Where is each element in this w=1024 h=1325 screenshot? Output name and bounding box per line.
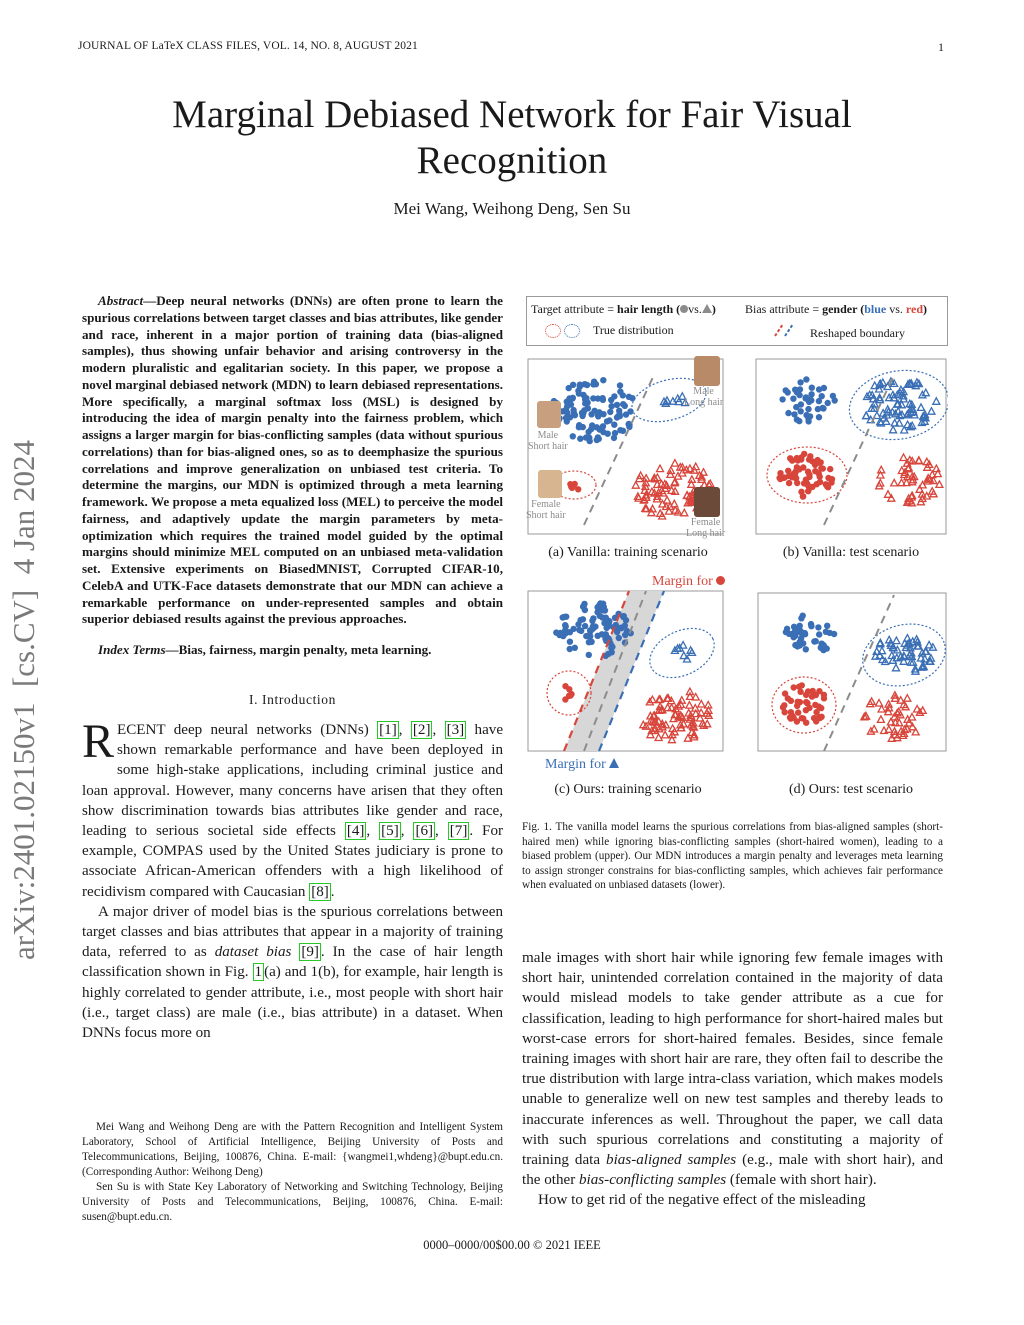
scatter-point	[825, 400, 831, 406]
scatter-point	[816, 688, 822, 694]
scatter-point	[802, 630, 808, 636]
citation-link[interactable]: [5]	[381, 823, 399, 840]
scatter-point	[787, 455, 793, 461]
scatter-point	[601, 604, 607, 610]
right-paragraph-2: How to get rid of the negative effect of the misleading	[538, 1192, 866, 1209]
figure-legend	[526, 296, 948, 346]
abstract-label: Abstract	[98, 293, 144, 308]
legend-text: Target attribute =	[531, 302, 618, 316]
scatter-point	[599, 395, 605, 401]
abstract	[82, 293, 503, 628]
index-terms-text: Bias, fairness, margin penalty, meta learning.	[178, 642, 432, 657]
abstract-text: Deep neural networks (DNNs) are often prone to learn the spurious correlations between target classes and bias attributes, like gender and race, inherent in a major portion of training data (bias-aligned samples), thus showing unfair behavior and arising controversy in the modern pluralistic and egalitarian society. In this paper, we propose a novel marginal debiased network (MDN) to learn debiased representations. More specifically, a marginal softmax loss (MSL) is designed by introducing the idea of margin penalty into the fairness problem, which assigns a larger margin for bias-conflicting samples (data without spurious correlations) than for bias-aligned ones, so as to deemphasize the spurious correlations and improve generalization on unbiased test criteria. To determine the margins, our MDN is optimized through a meta learning framework. We propose a meta equalized loss (MEL) to perceive the model fairness, and adaptively update the margin parameters by meta-optimization which requires the trained model guided by the optimal margins should minimize MEL computed on an unbiased meta-validation set. Extensive experiments on BiasedMNIST, Corrupted CIFAR-10, CelebA and UTK-Face datasets demonstrate that our MDN can achieve a remarkable performance on under-represented samples and obtain superior debiased results against the previous approaches.	[82, 293, 503, 627]
citation-link[interactable]: [8]	[311, 883, 329, 900]
citation-link[interactable]: [1]	[379, 722, 397, 738]
scatter-point	[563, 407, 569, 413]
scatter-point	[586, 652, 592, 658]
scatter-point	[622, 632, 628, 638]
scatter-point	[785, 468, 791, 474]
scatter-point	[567, 629, 573, 635]
scatter-point	[609, 643, 615, 649]
scatter-point	[786, 480, 792, 486]
scatter-point	[623, 411, 629, 417]
subcaption-b: (b) Vanilla: test scenario	[782, 545, 920, 560]
ellipse-blue-icon	[564, 324, 580, 338]
ellipse-red-icon	[545, 324, 561, 338]
citation-link[interactable]: [4]	[346, 823, 365, 840]
scatter-point	[606, 618, 612, 624]
index-terms	[82, 642, 503, 658]
scatter-point	[616, 635, 622, 641]
scatter-point	[594, 424, 600, 430]
scatter-point	[783, 387, 789, 393]
figure-caption: Fig. 1. The vanilla model learns the spurious correlations from bias-aligned samples (short-haired men) while ignoring bias-conflicting samples (short-haired women), leading to a biased problem (upper). Our MDN introduces a margin penalty and leverages meta learning to assign stronger constrains for bias-conflicting samples, which achieves fair performance when evaluated on unbiased datasets (lower).	[522, 821, 943, 891]
scatter-point	[811, 638, 817, 644]
scatter-point	[782, 690, 788, 696]
scatter-point	[805, 406, 811, 412]
scatter-point	[825, 475, 831, 481]
scatter-point	[560, 633, 566, 639]
scatter-point	[792, 471, 798, 477]
scatter-point	[575, 486, 581, 492]
margin-label-text: Margin for	[652, 574, 713, 589]
scatter-point	[562, 696, 568, 702]
scatter-point	[607, 409, 613, 415]
scatter-point	[620, 428, 626, 434]
margin-label-text: Margin for	[545, 757, 606, 772]
avatar	[538, 470, 562, 498]
legend-true-distribution	[545, 323, 674, 338]
scatter-point	[821, 385, 827, 391]
scatter-point	[588, 639, 594, 645]
scatter-point	[575, 621, 581, 627]
intro-text: A major driver of model bias is the spurious correlations between target classes and bias attributes that appear in a majority of training data, referred to as	[82, 903, 503, 961]
scatter-point	[622, 622, 628, 628]
scatter-point	[792, 642, 798, 648]
scatter-point	[803, 692, 809, 698]
margin-blue-label	[545, 757, 619, 773]
scatter-point	[812, 702, 818, 708]
scatter-point	[581, 601, 587, 607]
scatter-point	[790, 396, 796, 402]
scatter-point	[795, 709, 801, 715]
scatter-point	[600, 411, 606, 417]
triangle-icon	[702, 304, 712, 313]
scatter-point	[620, 401, 626, 407]
scatter-point	[600, 423, 606, 429]
citation-link[interactable]: [3]	[446, 722, 465, 738]
intro-text: have shown remarkable performance and have been deployed in some high-stake applications, including criminal justice and loan approval. However, many concerns have arisen that they often show discrimination towards bias attributes like gender and race, leading to serious societal side effects	[82, 722, 504, 840]
scatter-point	[595, 434, 601, 440]
scatter-point	[798, 408, 804, 414]
index-terms-label: Index Terms	[98, 642, 166, 657]
scatter-point	[809, 484, 815, 490]
footnote	[82, 1120, 503, 1225]
scatter-point	[782, 709, 788, 715]
scatter-point	[572, 645, 578, 651]
scatter-point	[577, 436, 583, 442]
legend-bias-attribute: Bias attribute = gender (blue vs. red)	[745, 302, 927, 316]
avatar	[537, 401, 561, 428]
legend-target-attribute: Target attribute = hair length ( vs. )	[531, 302, 716, 316]
figure-panels	[524, 355, 948, 815]
circle-icon	[680, 305, 688, 313]
legend-text: Reshaped boundary	[810, 326, 905, 340]
margin-red-label	[652, 574, 725, 590]
scatter-point	[588, 426, 594, 432]
scatter-point	[806, 471, 812, 477]
scatter-point	[796, 392, 802, 398]
scatter-point	[783, 629, 789, 635]
scatter-point	[824, 645, 830, 651]
scatter-point	[813, 709, 819, 715]
emphasis-text: bias-aligned samples	[606, 1152, 737, 1169]
scatter-point	[590, 615, 596, 621]
scatter-point	[616, 411, 622, 417]
label-female-short: Female Short hair	[526, 499, 566, 521]
intro-text: (a) and 1(b), for example, hair length is highly correlated to gender attribute, i.e., most people with short hair (i.e., target class) are male (i.e., bias attribute) in a dataset. When DNNs focus more on	[82, 964, 503, 1042]
legend-text: vs.	[688, 302, 702, 316]
scatter-point	[567, 639, 573, 645]
intro-paragraph-2	[82, 902, 503, 1043]
scatter-point	[830, 393, 836, 399]
scatter-point	[804, 480, 810, 486]
scatter-point	[576, 390, 582, 396]
citation-link[interactable]: [9]	[301, 944, 319, 961]
scatter-point	[824, 623, 830, 629]
scatter-point	[816, 631, 822, 637]
scatter-point	[796, 466, 802, 472]
scatter-point	[568, 691, 574, 697]
scatter-point	[820, 405, 826, 411]
scatter-point	[588, 411, 594, 417]
avatar	[694, 487, 720, 517]
right-paragraph-1	[522, 948, 943, 1190]
scatter-point	[815, 624, 821, 630]
legend-text: Bias attribute =	[745, 302, 823, 316]
scatter-point	[600, 377, 606, 383]
legend-bold: gender	[822, 302, 858, 316]
scatter-point	[617, 382, 623, 388]
scatter-point	[576, 424, 582, 430]
label-female-long: Female Long hair	[686, 517, 726, 539]
scatter-point	[800, 493, 806, 499]
scatter-point	[614, 402, 620, 408]
scatter-point	[608, 403, 614, 409]
left-column	[82, 293, 503, 1043]
scatter-point	[812, 468, 818, 474]
scatter-point	[787, 714, 793, 720]
emphasis-text: bias-conflicting samples	[579, 1172, 727, 1189]
scatter-point	[570, 433, 576, 439]
avatar	[694, 356, 720, 386]
scatter-point	[794, 718, 800, 724]
scatter-point	[804, 700, 810, 706]
scatter-point	[813, 718, 819, 724]
scatter-point	[808, 621, 814, 627]
figure-link[interactable]: 1	[254, 964, 263, 981]
triangle-icon	[609, 758, 619, 768]
scatter-point	[779, 396, 785, 402]
legend-reshaped-boundary	[773, 323, 905, 341]
scatter-point	[818, 645, 824, 651]
scatter-point	[818, 714, 824, 720]
scatter-point	[800, 613, 806, 619]
scatter-point	[781, 474, 787, 480]
scatter-point	[590, 623, 596, 629]
body-text: male images with short hair while ignoring few female images with short hair, unintended correlation contained in the majority of data would mislead models to take gender attribute as a cue for classification, leading to high performance for short-haired males but worst-case errors for short-haired females. Besides, since female training images with short hair are rare, they often fail to describe the true distribution with large intra-class variation, which makes models unable to generalize well on new test samples and thereby leads to inaccurate inferences as well. Throughout the paper, we call data with such spurious correlations and constituting a majority of training data	[522, 950, 943, 1169]
scatter-point	[795, 699, 801, 705]
dropcap: R	[82, 715, 115, 768]
arxiv-stamp: arXiv:2401.02150v1 [cs.CV] 4 Jan 2024	[6, 439, 41, 960]
scatter-point	[569, 395, 575, 401]
scatter-point	[785, 410, 791, 416]
author-list: Mei Wang, Weihong Deng, Sen Su	[393, 199, 631, 218]
index-terms-dash: —	[165, 642, 179, 657]
citation-link[interactable]: [2]	[412, 722, 431, 738]
legend-blue: blue	[864, 302, 887, 316]
scatter-point	[806, 456, 812, 462]
scatter-point	[819, 393, 825, 399]
scatter-point	[797, 689, 803, 695]
scatter-point	[794, 416, 800, 422]
scatter-point	[566, 385, 572, 391]
scatter-point	[567, 414, 573, 420]
scatter-point	[580, 410, 586, 416]
scatter-point	[605, 431, 611, 437]
scatter-point	[818, 465, 824, 471]
scatter-point	[591, 379, 597, 385]
scatter-point	[823, 481, 829, 487]
scatter-point	[815, 406, 821, 412]
scatter-point	[794, 455, 800, 461]
scatter-point	[791, 624, 797, 630]
scatter-point	[792, 633, 798, 639]
scatter-point	[816, 414, 822, 420]
scatter-point	[803, 412, 809, 418]
scatter-point	[569, 485, 575, 491]
label-male-short: Male Short hair	[528, 430, 568, 452]
scatter-point	[623, 617, 629, 623]
page-number: 1	[938, 40, 944, 54]
running-header: JOURNAL OF LaTeX CLASS FILES, VOL. 14, NO. 8, AUGUST 2021	[78, 40, 418, 52]
scatter-point	[626, 394, 632, 400]
scatter-point	[809, 385, 815, 391]
scatter-point	[797, 379, 803, 385]
scatter-point	[578, 628, 584, 634]
body-text: (female with short hair).	[726, 1172, 877, 1189]
legend-red: red	[905, 302, 923, 316]
scatter-point	[814, 457, 820, 463]
scatter-point	[587, 438, 593, 444]
scatter-point	[611, 393, 617, 399]
scatter-point	[587, 633, 593, 639]
scatter-point	[808, 391, 814, 397]
paper-title	[0, 92, 1024, 184]
legend-bold: hair length	[617, 302, 674, 316]
label-male-long: Male Long hair	[684, 386, 724, 408]
intro-text: . In the case of hair length classification shown in Fig.	[82, 944, 503, 981]
scatter-point	[611, 422, 617, 428]
scatter-point	[612, 430, 618, 436]
scatter-point	[800, 640, 806, 646]
paper-title-text: Marginal Debiased Network for Fair Visual Recognition	[172, 93, 852, 182]
right-column	[522, 948, 943, 1211]
scatter-point	[831, 631, 837, 637]
dashed-lines-icon	[773, 323, 797, 337]
scatter-point	[561, 614, 567, 620]
emphasis-text: dataset bias	[214, 944, 292, 961]
scatter-point	[827, 466, 833, 472]
scatter-point	[584, 382, 590, 388]
scatter-point	[617, 389, 623, 395]
scatter-point	[805, 397, 811, 403]
abstract-dash: —	[143, 293, 157, 308]
intro-text: ECENT deep neural networks (DNNs)	[117, 722, 378, 738]
scatter-point	[791, 684, 797, 690]
scatter-point	[817, 474, 823, 480]
section-heading: I. Introduction	[249, 692, 336, 707]
scatter-point	[803, 376, 809, 382]
scatter-point	[797, 386, 803, 392]
citation-link[interactable]: [7]	[449, 823, 468, 840]
scatter-point	[797, 623, 803, 629]
scatter-point	[595, 633, 601, 639]
scatter-point	[809, 693, 815, 699]
subcaption-a: (a) Vanilla: training scenario	[548, 545, 708, 560]
copyright-footer: 0000–0000/00$00.00 © 2021 IEEE	[423, 1238, 601, 1252]
footnote-affiliation-2: Sen Su is with State Key Laboratory of Networking and Switching Technology, Beijing University of Posts and Telecommunications, Beijing, 100876, China. E-mail: susen@bupt.edu.cn.	[82, 1181, 503, 1223]
footnote-affiliation-1: Mei Wang and Weihong Deng are with the Pattern Recognition and Intelligent System Laboratory, School of Artificial Intelligence, Beijing University of Posts and Telecommunications, Beijing, 100876, China. E-mail: {wangmei1,whdeng}@bupt.edu.cn. (Corresponding Author: Weihong Deng)	[82, 1121, 503, 1178]
intro-text: . For example, COMPAS used by the United States judiciary is prone to associate African-American offenders with a high likelihood of recidivism compared with Caucasian	[82, 823, 504, 900]
circle-icon	[716, 576, 725, 585]
subcaption-d: (d) Ours: test scenario	[788, 782, 914, 797]
scatter-point	[580, 616, 586, 622]
legend-text: True distribution	[593, 323, 674, 337]
scatter-point	[803, 646, 809, 652]
subcaption-c: (c) Ours: training scenario	[554, 782, 702, 797]
citation-link[interactable]: [6]	[415, 823, 434, 840]
scatter-point	[823, 629, 829, 635]
scatter-point	[583, 395, 589, 401]
body-text: (e.g., male with short hair), and the other	[522, 1152, 943, 1189]
intro-paragraph-1: RECENT deep neural networks (DNNs) [1] , [2] , [3] have shown remarkable performance and have been deployed in some high-stake applications, including criminal justice and loan approval. However, many concerns have arisen that they often show discrimination towards bias attributes like gender and race, leading to serious societal side effects [4] , [5] , [6] , [7] . For example, COMPAS used by the United States judiciary is prone to associate African-American offenders with a high likelihood of recidivism compared with Caucasian [8] .	[82, 715, 504, 900]
legend-text: vs.	[889, 302, 903, 316]
scatter-point	[821, 695, 827, 701]
